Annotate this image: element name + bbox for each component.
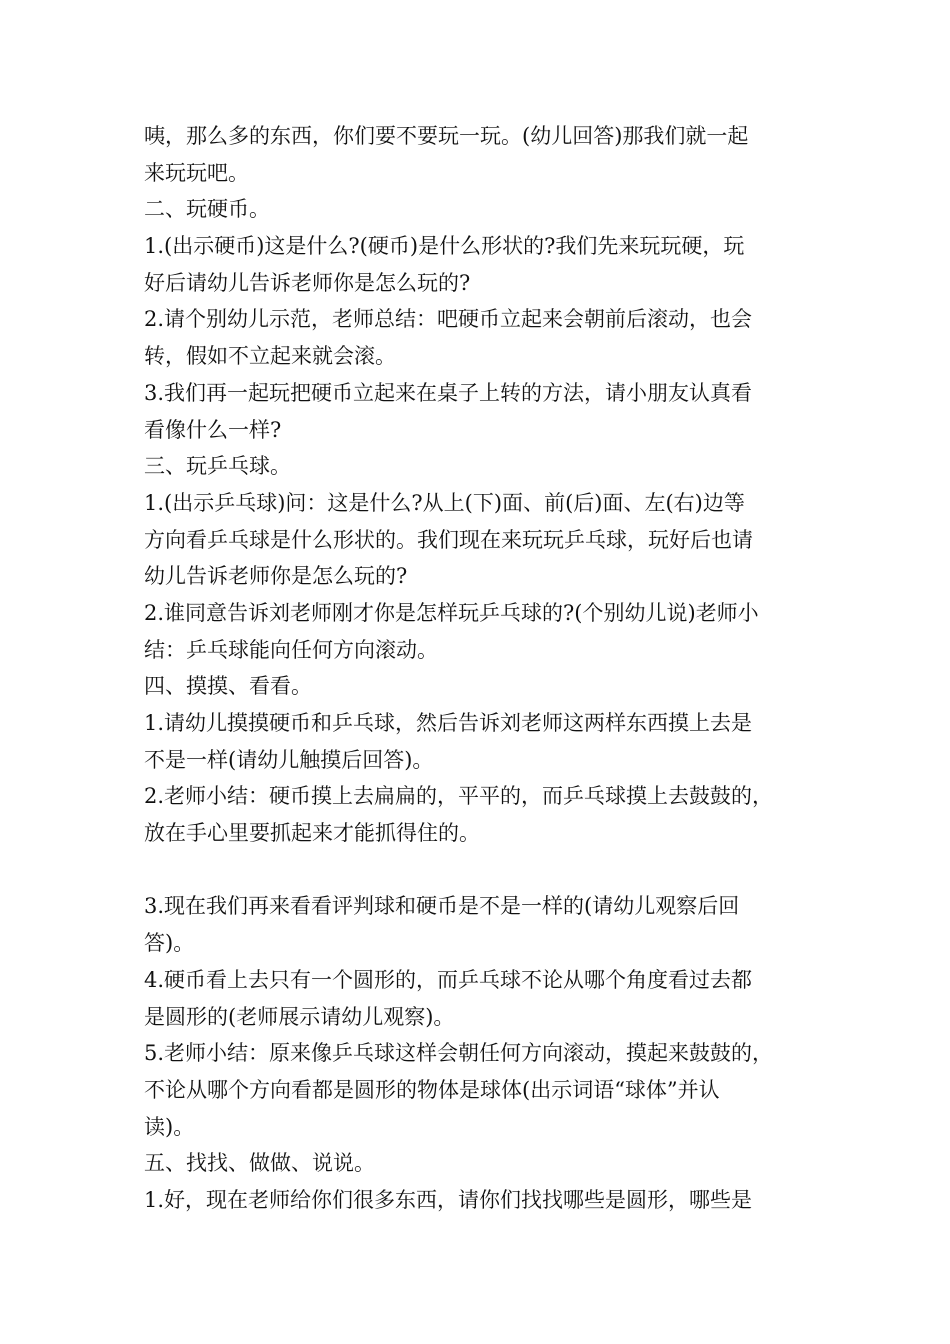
text-line: 1.请幼儿摸摸硬币和乒乓球，然后告诉刘老师这两样东西摸上去是 — [144, 711, 753, 735]
text-line: 答)。 — [144, 931, 195, 956]
text-line: 2.老师小结：硬币摸上去扁扁的，平平的，而乒乓球摸上去鼓鼓的， — [144, 784, 774, 809]
text-line: 读)。 — [144, 1114, 195, 1139]
blank-line — [144, 852, 812, 889]
section-heading: 四、摸摸、看看。 — [144, 674, 312, 699]
text-line: 放在手心里要抓起来才能抓得住的。 — [144, 821, 480, 846]
text-line: 好后请幼儿告诉老师你是怎么玩的? — [144, 270, 471, 295]
text-line: 2.请个别幼儿示范，老师总结：吧硬币立起来会朝前后滚动，也会 — [144, 307, 753, 332]
section-heading: 三、玩乒乓球。 — [144, 454, 291, 479]
text-line: 咦，那么多的东西，你们要不要玩一玩。(幼儿回答)那我们就一起 — [144, 124, 749, 148]
text-line: 1.(出示乒乓球)问：这是什么?从上(下)面、前(后)面、左(右)边等 — [144, 490, 745, 515]
text-line: 5.老师小结：原来像乒乓球这样会朝任何方向滚动，摸起来鼓鼓的， — [144, 1041, 774, 1066]
text-line: 1.(出示硬币)这是什么?(硬币)是什么形状的?我们先来玩玩硬，玩 — [144, 234, 745, 259]
text-line: 看像什么一样? — [144, 417, 282, 442]
text-line: 3.我们再一起玩把硬币立起来在桌子上转的方法，请小朋友认真看 — [144, 380, 753, 405]
text-line: 2.谁同意告诉刘老师刚才你是怎样玩乒乓球的?(个别幼儿说)老师小 — [144, 600, 759, 625]
text-line: 转，假如不立起来就会滚。 — [144, 344, 396, 369]
text-line: 4.硬币看上去只有一个圆形的，而乒乓球不论从哪个角度看过去都 — [144, 967, 753, 992]
text-line: 方向看乒乓球是什么形状的。我们现在来玩玩乒乓球，玩好后也请 — [144, 527, 753, 552]
text-line: 1.好，现在老师给你们很多东西，请你们找找哪些是圆形，哪些是 — [144, 1187, 753, 1212]
text-line: 不是一样(请幼儿触摸后回答)。 — [144, 747, 434, 772]
section-heading: 五、找找、做做、说说。 — [144, 1151, 375, 1176]
section-heading: 二、玩硬币。 — [144, 197, 270, 222]
text-line: 幼儿告诉老师你是怎么玩的? — [144, 564, 408, 589]
text-line: 3.现在我们再来看看评判球和硬币是不是一样的(请幼儿观察后回 — [144, 894, 740, 919]
text-line: 是圆形的(老师展示请幼儿观察)。 — [144, 1004, 455, 1029]
text-line: 结：乒乓球能向任何方向滚动。 — [144, 637, 438, 662]
text-line: 不论从哪个方向看都是圆形的物体是球体(出示词语“球体”并认 — [144, 1077, 720, 1102]
document-body — [144, 118, 812, 1219]
text-line: 来玩玩吧。 — [144, 160, 249, 185]
